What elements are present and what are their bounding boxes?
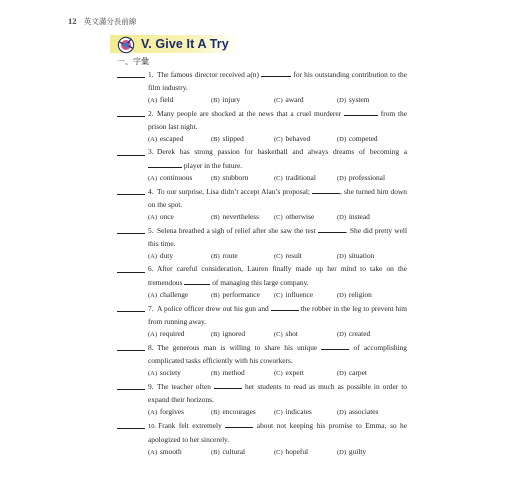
option-row [148, 446, 407, 459]
option-text: otherwise [283, 211, 315, 221]
option-d[interactable] [337, 94, 400, 108]
question-text: Selena breathed a sigh of relief after she saw the test [157, 226, 318, 235]
option-text: instead [347, 211, 370, 221]
option-letter: (A) [148, 96, 158, 104]
question-number: 9. [148, 382, 154, 391]
option-text: award [283, 94, 304, 104]
answer-blank[interactable] [117, 389, 145, 390]
option-letter: (B) [211, 291, 220, 299]
option-text: slipped [220, 133, 244, 143]
option-letter: (D) [337, 291, 347, 299]
option-text: influence [283, 289, 314, 299]
option-c[interactable] [274, 250, 337, 264]
question-item [117, 146, 407, 185]
option-text: route [220, 250, 238, 260]
option-letter: (A) [148, 174, 158, 182]
option-c[interactable] [274, 446, 337, 460]
option-letter: (B) [211, 408, 220, 416]
option-text: expert [283, 367, 304, 377]
option-row [148, 211, 407, 224]
question-text: about not keeping his promise to Emma, so he apologized to her sincerely. [148, 421, 407, 444]
option-d[interactable] [337, 250, 400, 264]
question-text: Many people are shocked at the news that a cruel murderer [157, 109, 344, 118]
question-item [117, 341, 407, 380]
option-text: encourages [220, 406, 256, 416]
option-letter: (C) [274, 96, 283, 104]
question-text: The famous director received a(n) [157, 70, 262, 79]
option-letter: (B) [211, 135, 220, 143]
option-b[interactable] [211, 328, 274, 342]
option-b[interactable] [211, 172, 274, 186]
option-letter: (D) [337, 96, 347, 104]
question-stem [148, 68, 407, 94]
question-text: of managing this large company. [210, 277, 309, 287]
option-text: shot [283, 328, 298, 338]
question-number: 6. [148, 264, 154, 273]
option-d[interactable] [337, 406, 400, 420]
option-text: escaped [158, 133, 184, 143]
fill-in-blank [148, 159, 182, 168]
option-a[interactable] [148, 211, 211, 225]
option-text: carpet [347, 367, 367, 377]
option-text: behaved [283, 133, 311, 143]
option-text: injury [220, 94, 241, 104]
option-b[interactable] [211, 94, 274, 108]
option-letter: (D) [337, 213, 347, 221]
option-letter: (D) [337, 408, 347, 416]
option-letter: (C) [274, 408, 283, 416]
option-text: professional [347, 172, 386, 182]
option-c[interactable] [274, 94, 337, 108]
option-d[interactable] [337, 289, 400, 303]
option-c[interactable] [274, 289, 337, 303]
option-letter: (A) [148, 330, 158, 338]
question-text: Frank felt extremely [158, 421, 226, 430]
option-letter: (A) [148, 291, 158, 299]
option-text: religion [347, 289, 372, 299]
option-letter: (D) [337, 174, 347, 182]
question-number: 4. [148, 187, 154, 196]
question-text: her students to read as much as possible in order to expand their horizons. [148, 382, 407, 404]
option-letter: (A) [148, 408, 158, 416]
option-letter: (A) [148, 369, 158, 377]
question-text: player in the future. [182, 160, 243, 170]
option-text: competed [347, 133, 378, 143]
question-item [117, 107, 407, 146]
option-letter: (B) [211, 213, 220, 221]
question-stem [148, 419, 407, 446]
option-letter: (B) [211, 96, 220, 104]
question-text: To our surprise, Lisa didn’t accept Alan’s proposal; [157, 187, 313, 196]
option-letter: (D) [337, 369, 347, 377]
fill-in-blank [318, 224, 346, 233]
book-title: 英文滿分長前線 [83, 17, 137, 26]
option-text: once [158, 211, 174, 221]
option-letter: (B) [211, 369, 220, 377]
fill-in-blank [225, 419, 253, 428]
answer-blank[interactable] [117, 77, 145, 78]
question-item [117, 419, 407, 459]
option-text: result [283, 250, 302, 260]
question-text: The generous man is willing to share his unique [157, 343, 322, 352]
answer-blank[interactable] [117, 428, 145, 429]
option-text: performance [220, 289, 260, 299]
option-letter: (D) [337, 135, 347, 143]
option-letter: (D) [337, 448, 347, 456]
option-letter: (C) [274, 174, 283, 182]
option-letter: (C) [274, 369, 283, 377]
option-a[interactable] [148, 172, 211, 186]
option-a[interactable] [148, 94, 211, 108]
question-item [117, 68, 407, 107]
option-a[interactable] [148, 250, 211, 264]
fill-in-blank [184, 276, 210, 285]
option-row [148, 367, 407, 380]
option-row [148, 250, 407, 263]
question-stem [148, 341, 407, 367]
option-letter: (C) [274, 213, 283, 221]
option-letter: (B) [211, 448, 220, 456]
question-stem [148, 302, 407, 328]
option-row [148, 328, 407, 341]
option-text: duty [158, 250, 174, 260]
fill-in-blank [344, 107, 378, 116]
option-text: hopeful [283, 446, 309, 456]
question-item [117, 185, 407, 224]
option-text: indicates [283, 406, 312, 416]
question-item [117, 263, 407, 302]
question-stem [148, 224, 407, 250]
option-b[interactable] [211, 133, 274, 147]
option-row [148, 172, 407, 185]
option-row [148, 406, 407, 419]
question-number: 10. [148, 423, 157, 430]
option-b[interactable] [211, 446, 274, 460]
option-a[interactable] [148, 406, 211, 420]
question-text: from the prison last night. [148, 109, 408, 131]
option-b[interactable] [211, 289, 274, 303]
option-a[interactable] [148, 289, 211, 303]
question-text: A police officer drew out his gun and [157, 304, 271, 313]
question-text: , she turned him down on the spot. [148, 187, 407, 209]
option-a[interactable] [148, 367, 211, 381]
option-text: method [220, 367, 245, 377]
option-a[interactable] [148, 133, 211, 147]
option-d[interactable] [337, 133, 400, 147]
option-text: smooth [158, 446, 182, 456]
question-text: for his outstanding contribution to the film industry. [148, 70, 407, 92]
target-emblem-icon [117, 36, 135, 54]
question-number: 8. [148, 343, 154, 352]
fill-in-blank [214, 380, 242, 389]
option-letter: (A) [148, 252, 158, 260]
option-b[interactable] [211, 406, 274, 420]
fill-in-blank [321, 341, 349, 350]
option-letter: (B) [211, 330, 220, 338]
question-item [117, 302, 407, 341]
question-number: 2. [148, 109, 154, 118]
option-text: created [347, 328, 371, 338]
option-c[interactable] [274, 211, 337, 225]
option-text: forgives [158, 406, 184, 416]
section-subheading: 一、字彙 [117, 57, 149, 66]
option-text: continuous [158, 172, 193, 182]
option-text: cultural [220, 446, 246, 456]
question-text: the robber in the leg to prevent him from running away. [148, 304, 407, 326]
question-item [117, 224, 407, 263]
question-stem [148, 263, 407, 289]
question-text: The teacher often [157, 382, 214, 391]
option-d[interactable] [337, 367, 400, 381]
option-text: ignored [220, 328, 246, 338]
question-item [117, 380, 407, 419]
option-c[interactable] [274, 406, 337, 420]
option-a[interactable] [148, 446, 211, 460]
option-d[interactable] [337, 211, 400, 225]
option-letter: (A) [148, 213, 158, 221]
question-text: of accomplishing complicated tasks efficiently with his coworkers. [148, 343, 407, 365]
question-stem [148, 146, 407, 172]
question-text: . She did pretty well this time. [148, 226, 407, 248]
option-letter: (C) [274, 252, 283, 260]
option-b[interactable] [211, 211, 274, 225]
option-text: guilty [347, 446, 367, 456]
page-number: 12 [68, 16, 77, 26]
answer-blank[interactable] [117, 272, 145, 273]
option-text: required [158, 328, 185, 338]
question-stem [148, 185, 407, 211]
answer-blank[interactable] [117, 116, 145, 117]
option-b[interactable] [211, 367, 274, 381]
option-text: traditional [283, 172, 316, 182]
question-number: 1. [148, 70, 154, 79]
option-text: situation [347, 250, 375, 260]
question-number: 7. [148, 304, 154, 313]
answer-blank[interactable] [117, 155, 145, 156]
option-letter: (D) [337, 330, 347, 338]
option-letter: (B) [211, 174, 220, 182]
option-text: stubborn [220, 172, 249, 182]
option-c[interactable] [274, 328, 337, 342]
option-text: associates [347, 406, 379, 416]
option-text: nevertheless [220, 211, 260, 221]
option-row [148, 133, 407, 146]
option-row [148, 289, 407, 302]
question-number: 5. [148, 226, 154, 235]
fill-in-blank [261, 68, 291, 77]
option-letter: (C) [274, 448, 283, 456]
option-text: system [347, 94, 370, 104]
page-header [68, 16, 136, 27]
option-d[interactable] [337, 446, 400, 460]
option-letter: (C) [274, 330, 283, 338]
option-text: challenge [158, 289, 189, 299]
answer-blank[interactable] [117, 350, 145, 351]
question-stem [148, 380, 407, 406]
option-d[interactable] [337, 328, 400, 342]
option-letter: (A) [148, 448, 158, 456]
section-title: V. Give It A Try [141, 37, 229, 51]
question-text: After careful consideration, Lauren finally made up her mind to take on the tremendous [148, 264, 407, 287]
option-letter: (C) [274, 291, 283, 299]
question-list [117, 68, 407, 459]
option-d[interactable] [337, 172, 400, 186]
fill-in-blank [312, 185, 340, 194]
option-a[interactable] [148, 328, 211, 342]
option-letter: (B) [211, 252, 220, 260]
answer-blank[interactable] [117, 194, 145, 195]
option-b[interactable] [211, 250, 274, 264]
answer-blank[interactable] [117, 233, 145, 234]
option-c[interactable] [274, 172, 337, 186]
question-stem [148, 107, 407, 133]
fill-in-blank [271, 302, 299, 311]
answer-blank[interactable] [117, 311, 145, 312]
option-c[interactable] [274, 367, 337, 381]
option-text: society [158, 367, 181, 377]
option-text: field [158, 94, 174, 104]
option-c[interactable] [274, 133, 337, 147]
question-text: Derek has strong passion for basketball and always dreams of becoming a [157, 147, 407, 156]
option-letter: (D) [337, 252, 347, 260]
option-row [148, 94, 407, 107]
option-letter: (C) [274, 135, 283, 143]
question-number: 3. [148, 147, 154, 156]
option-letter: (A) [148, 135, 158, 143]
